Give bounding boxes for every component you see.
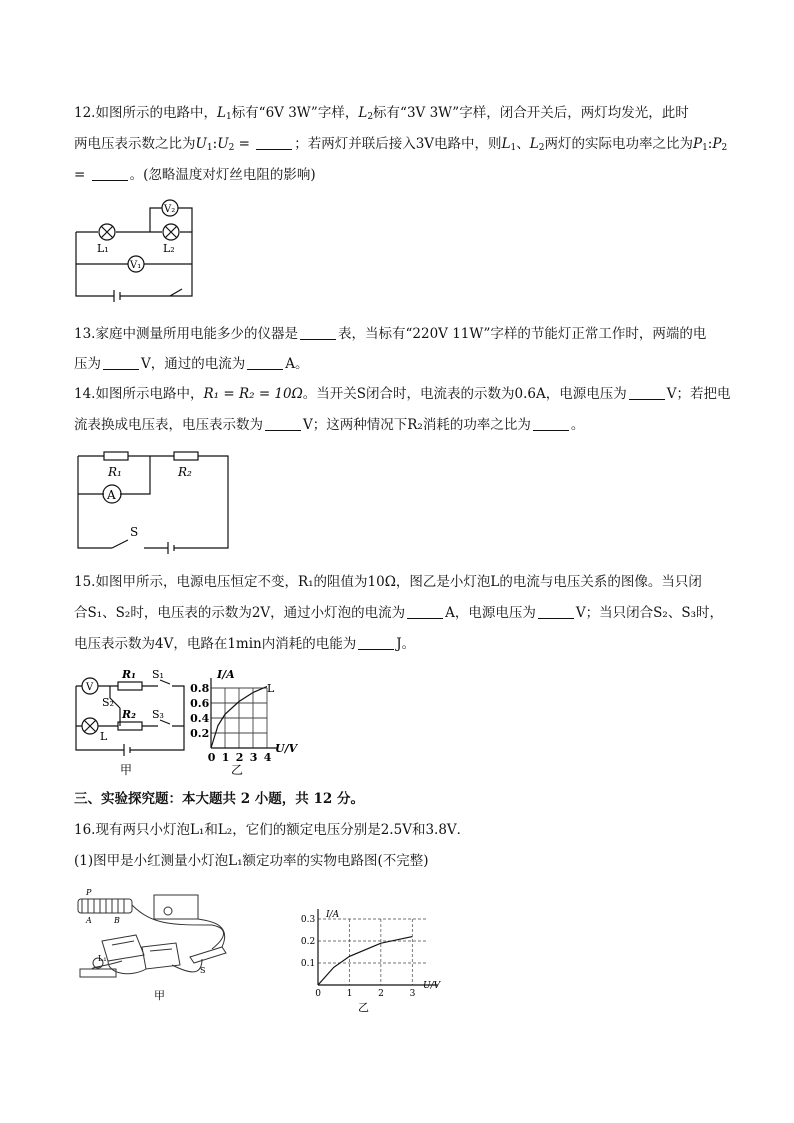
q14-line1: 14.如图所示电路中，R₁ = R₂ = 10Ω。当开关S闭合时，电流表的示数为0.6A，电源电压为 V；若把电 [74,386,731,402]
x-tick-label: 1 [221,751,230,764]
figure-caption-yi: 乙 [358,1001,369,1014]
label-l1: L₁ [98,954,107,963]
label-a: A [107,488,116,502]
x-tick-label: 3 [249,751,258,764]
answer-blank[interactable] [265,416,301,431]
x-tick-label: 0 [315,989,322,999]
x-tick-label: 0 [207,751,216,764]
q16-line2: (1)图甲是小红测量小灯泡L₁额定功率的实物电路图(不完整) [74,853,429,869]
q12-line2: 两电压表示数之比为$U_1:U_2$ = ；若两灯并联后接入3V电路中，则$L_1$、$L_2$两灯的实际电功率之比为$P_1:P_2$ [74,136,728,153]
label-s: S [200,966,206,975]
q15-line2: 合S₁、S₂时，电压表的示数为2V，通过小灯泡的电流为 A，电源电压为 V；当只闭合S₂、S₃时， [74,605,723,621]
label-l: L [100,730,108,743]
x-axis-label: U/V [423,981,441,991]
answer-blank[interactable] [358,635,394,650]
figure-caption-jia: 甲 [120,763,133,777]
y-tick-label: 0.3 [300,915,316,926]
q12-line3: = 。(忽略温度对灯丝电阻的影响) [74,167,316,183]
y-tick-label: 0.1 [300,959,316,970]
lamp-base-icon [80,969,116,977]
answer-blank[interactable] [538,604,574,619]
x-tick-label: 1 [346,989,353,999]
y-tick-label: 0.2 [190,726,210,740]
y-tick-label: 0.4 [190,711,210,725]
label-s3: S₃ [152,708,164,721]
label-s2: S₂ [102,696,114,709]
battery-icon [168,542,174,554]
resistor-icon [104,452,128,460]
q15-circuit-diagram [74,670,189,780]
answer-blank[interactable] [256,135,292,150]
switch-icon [190,947,226,963]
resistor-icon [118,682,142,690]
series-label: L [267,682,275,695]
label-r2: R₂ [122,708,136,721]
y-tick-label: 0.2 [300,937,316,948]
answer-blank[interactable] [92,166,128,181]
q13-line2: 压为 V，通过的电流为 A。 [74,356,309,372]
label-s: S [130,525,139,539]
q13-line1: 13.家庭中测量所用电能多少的仪器是 表，当标有“220V 11W”字样的节能灯正常工作时，两端的电 [74,326,707,342]
label-b: B [114,916,120,925]
section-heading: 三、实验探究题：本大题共 2 小题，共 12 分。 [74,791,364,807]
x-tick-label: 3 [409,989,416,999]
q15-iu-graph [190,668,310,780]
resistor-icon [174,452,198,460]
meter-icon [142,943,180,969]
label-a: A [86,916,92,925]
q15-line3: 电压表示数为4V，电路在1min内消耗的电能为 J。 [74,636,416,652]
q14-circuit-diagram [76,448,231,553]
x-tick-label: 2 [235,751,244,764]
x-tick-label: 4 [263,751,272,764]
label-r1: R₁ [108,465,122,479]
figure-caption-jia: 甲 [154,989,165,1002]
y-axis-label: I/A [217,668,235,681]
answer-blank[interactable] [629,385,665,400]
answer-blank[interactable] [300,325,336,340]
battery-icon [124,744,130,756]
data-curve [318,937,412,985]
q16-line1: 16.现有两只小灯泡L₁和L₂，它们的额定电压分别是2.5V和3.8V． [74,822,471,838]
label-s1: S₁ [152,668,164,681]
switch-icon [170,289,182,296]
answer-blank[interactable] [103,355,139,370]
label-r1: R₁ [122,668,136,681]
y-tick-label: 0.6 [190,696,210,710]
label-v1: V₁ [130,260,142,271]
q15-line1: 15.如图甲所示，电源电压恒定不变，R₁的阻值为10Ω，图乙是小灯泡L的电流与电压关系的图像。当只闭 [74,574,702,590]
label-r2: R₂ [178,465,192,479]
q12-circuit-diagram [74,196,199,306]
resistor-icon [118,722,142,730]
q14-line2: 流表换成电压表，电压表示数为 V；这两种情况下R₂消耗的功率之比为 。 [74,417,585,433]
label-v: V [86,682,94,693]
power-supply-icon [154,895,198,919]
meter-icon [102,935,144,961]
q12-line1: 12.如图所示的电路中，$L_1$标有“6V 3W”字样，$L_2$标有“3V 3W”字样，闭合开关后，两灯均发光，此时 [74,105,689,122]
q16-physical-circuit [72,885,242,1005]
y-axis-label: I/A [326,910,340,920]
figure-caption-yi: 乙 [231,763,244,777]
y-tick-label: 0.8 [190,681,210,695]
answer-blank[interactable] [407,604,443,619]
label-l2: L₂ [163,242,175,255]
label-p: P [86,888,92,897]
label-v2: V₂ [164,204,176,215]
x-tick-label: 2 [378,989,384,999]
label-l1: L₁ [97,242,109,255]
x-axis-label: U/V [275,742,298,755]
answer-blank[interactable] [247,355,283,370]
q16-iu-graph [288,905,448,1015]
battery-icon [114,290,120,302]
answer-blank[interactable] [533,416,569,431]
